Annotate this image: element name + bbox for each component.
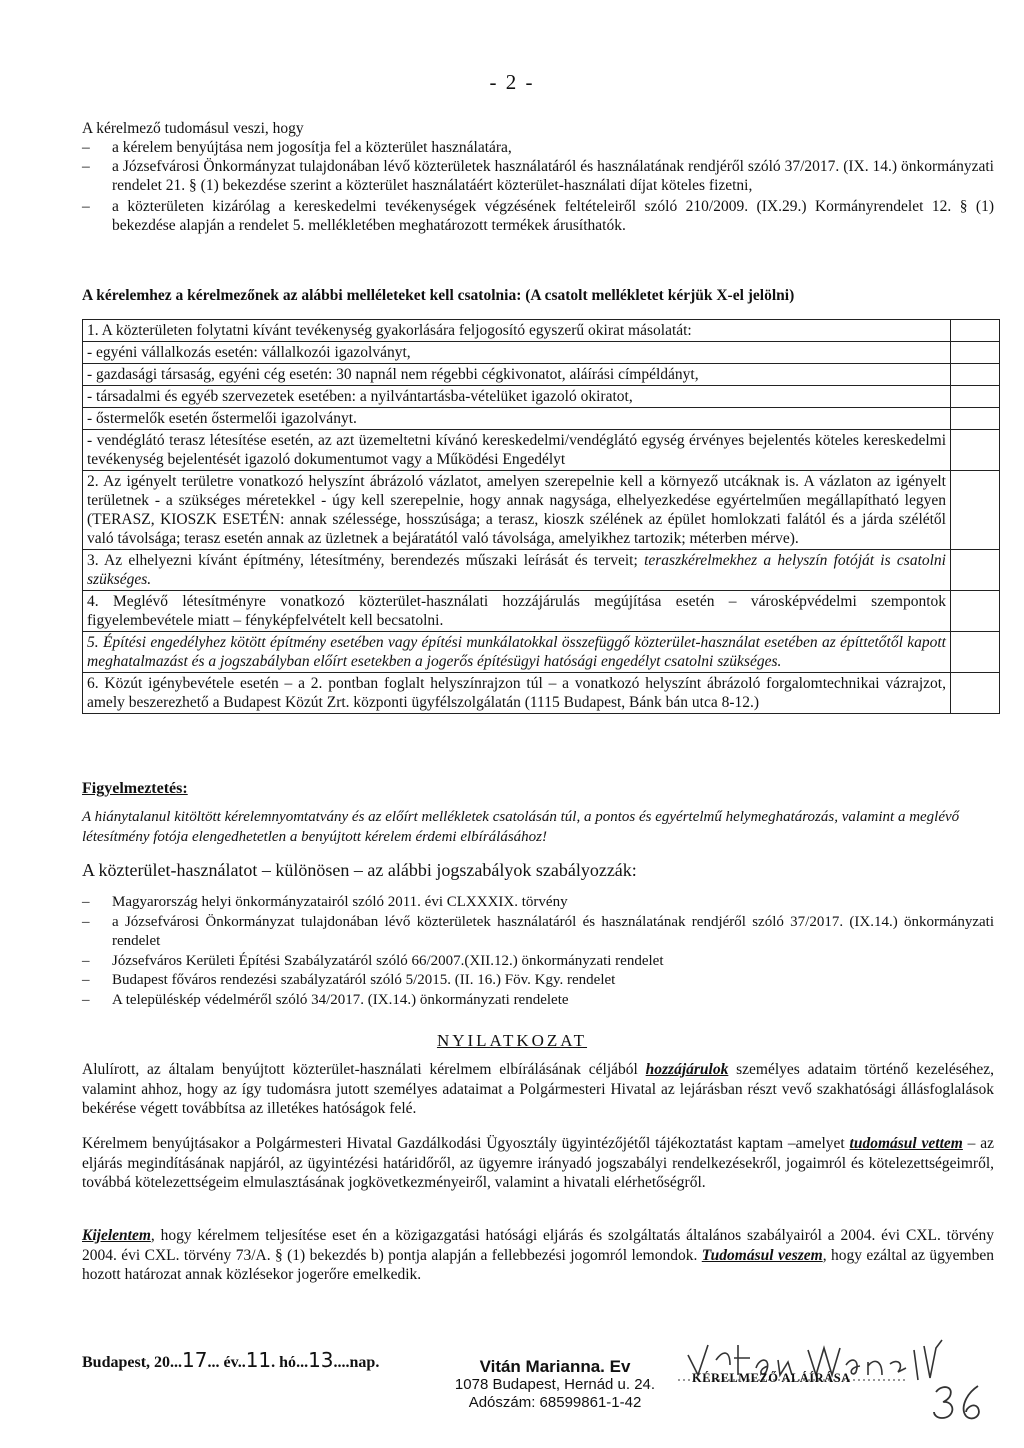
- laws-heading: A közterület-használatot – különösen – az alábbi jogszabályok szabályozzák:: [82, 860, 637, 880]
- table-row: [83, 320, 1000, 342]
- date-line: Budapest, 20...17... év..11. hó...13....nap.: [82, 1348, 380, 1372]
- attachment-text: - gazdasági társaság, egyéni cég esetén: 30 napnál nem régebbi cégkivonatot, aláírási címpéldányt,: [83, 364, 951, 386]
- laws-list: [82, 893, 994, 1010]
- intro-item: – a Józsefvárosi Önkormányzat tulajdonában lévő közterületek használatáról és használatának rendjéről szóló 37/2017. (IX. 14.) önkormányzati rendelet 21. § (1) bekezdése szerint a közterület használatáért közterület-használati díjat köteles fizetni,: [82, 158, 994, 194]
- table-row: [83, 673, 1000, 714]
- attachment-text: - őstermelők esetén őstermelői igazolványt.: [83, 408, 951, 430]
- declaration-paragraph: Kérelmem benyújtásakor a Polgármesteri Hivatal Gazdálkodási Ügyosztály ügyintézőjétől tájékoztatást kaptam –amelyet tudomásul vettem – az eljárás megindításának napjáról, az ügyintézési határidőről, az ügyemre irányadó jogszabályi rendelkezésekről, jogaimról és kötelezettségeimről, továbbá kötelezettségeim elmulasztásának jogkövetkezményeiről, valamint a hivatali elérhetőségről.: [82, 1135, 995, 1191]
- attachment-text: 3. Az elhelyezni kívánt építmény, létesítmény, berendezés műszaki leírását és terveit; teraszkérelmekhez a helyszín fotóját is csatolni szükséges.: [83, 550, 951, 591]
- attachment-text: - társadalmi és egyéb szervezetek esetében: a nyilvántartásba-vételüket igazoló okiratot,: [83, 386, 951, 408]
- table-row: [83, 591, 1000, 632]
- warning-text: A hiánytalanul kitöltött kérelemnyomtatvány és az előírt mellékletek csatolásán túl, a pontos és egyértelmű helymeghatározás, valamint a meglévő létesítmény fotója elengedhetetlen a benyújtott kérelem érdemi elbírálásához!: [82, 809, 960, 845]
- attachment-checkbox[interactable]: [951, 591, 1000, 632]
- table-row: [83, 364, 1000, 386]
- attachment-text: 5. Építési engedélyhez kötött építmény esetében vagy építési munkálatokkal összefüggő közterület-használat esetében az építtetőtől kapott meghatalmazást és a jogszabályban előírt esetekben a jogerős építésügyi hatósági engedélyt csatolni szükséges.: [83, 632, 951, 673]
- attachment-checkbox[interactable]: [951, 320, 1000, 342]
- law-item: – Józsefváros Kerületi Építési Szabályzatáról szóló 66/2007.(XII.12.) önkormányzati rendelet: [82, 952, 664, 969]
- attachment-checkbox[interactable]: [951, 386, 1000, 408]
- attachment-checkbox[interactable]: [951, 408, 1000, 430]
- law-item: – A településkép védelméről szóló 34/2017. (IX.14.) önkormányzati rendelete: [82, 991, 569, 1008]
- table-row: [83, 430, 1000, 471]
- attachment-checkbox[interactable]: [951, 471, 1000, 550]
- warning-title: Figyelmeztetés:: [82, 780, 188, 797]
- law-item: – a Józsefvárosi Önkormányzat tulajdonában lévő közterületek használatáról és használatának rendjéről szóló 37/2017. (IX.14.) önkormányzati rendelet: [82, 913, 994, 949]
- date-day: 13: [308, 1348, 334, 1372]
- attachment-checkbox[interactable]: [951, 673, 1000, 714]
- declaration-paragraph: Kijelentem, hogy kérelmem teljesítése eset én a közigazgatási hatósági eljárás és szolgáltatás általános szabályairól a 2004. évi CXL. törvény 2004. évi CXL. törvény 73/A. § (1) bekezdés b) pontja alapján a fellebbezési jogomról lemondok. Tudomásul veszem, hogy ezáltal az ügyemben hozott határozat annak közlésekor jogerőre emelkedik.: [82, 1227, 994, 1283]
- stamp-name: Vitán Marianna. Ev: [479, 1357, 631, 1376]
- attachment-text: 2. Az igényelt területre vonatkozó helyszínt ábrázoló vázlatot, amelyen szerepelnie kell a környező utcáknak is. A vázlaton az igényelt területnek - a szükséges méretekkel - úgy kell szerepelnie, hogy annak nagysága, elhelyezkedése egyértelműen megállapítható legyen (TERASZ, KIOSZK ESETÉN: annak szélessége, hosszúsága; a terasz, kioszk szélének az épület homlokzati falától és a járda szélétől való távolsága; terasz esetén annak az üzletnek a bejáratától való távolsága, amelyikhez tartozik; méterben mérve).: [83, 471, 951, 550]
- table-row: [83, 386, 1000, 408]
- law-item: – Budapest főváros rendezési szabályzatáról szóló 5/2015. (II. 16.) Föv. Kgy. rendelet: [82, 972, 616, 988]
- law-item: – Magyarország helyi önkormányzatairól szóló 2011. évi CLXXXIX. törvény: [82, 894, 568, 910]
- stamp-address: 1078 Budapest, Hernád u. 24.: [454, 1376, 656, 1393]
- intro-item: – a kérelem benyújtása nem jogosítja fel a közterület használatára,: [82, 139, 512, 156]
- date-month: 11: [245, 1348, 272, 1372]
- attachment-text: 6. Közút igénybevétele esetén – a 2. pontban foglalt helyszínrajzon túl – a vonatkozó helyszínt ábrázoló forgalomtechnikai vázrajzot, amely beszerezhető a Budapest Közút Zrt. központi ügyfélszolgálatán (1115 Budapest, Bánk bán utca 8-12.): [83, 673, 951, 714]
- attachments-heading: A kérelemhez a kérelmezőnek az alábbi melléleteket kell csatolnia: (A csatolt mellékletet kérjük X-el jelölni): [82, 287, 795, 304]
- attachment-checkbox[interactable]: [951, 430, 1000, 471]
- intro-section: [82, 119, 994, 235]
- declaration-title: NYILATKOZAT: [436, 1031, 588, 1050]
- table-row: [83, 471, 1000, 550]
- attachment-checkbox[interactable]: [951, 364, 1000, 386]
- attachments-table: [82, 319, 1000, 714]
- attachment-text: 4. Meglévő létesítményre vonatkozó közterület-használati hozzájárulás megújítása esetén – városképvédelmi szempontok figyelembevétele miatt – fényképfelvételt kell becsatolni.: [83, 591, 951, 632]
- stamp-tax-number: Adószám: 68599861-1-42: [468, 1394, 642, 1411]
- attachment-checkbox[interactable]: [951, 342, 1000, 364]
- table-row: [83, 408, 1000, 430]
- intro-lead: A kérelmező tudomásul veszi, hogy: [82, 120, 304, 137]
- signature-label: KÉRELMEZŐ ALÁÍRÁSA: [692, 1371, 851, 1385]
- table-row: [83, 550, 1000, 591]
- page-number: - 2 -: [489, 70, 535, 94]
- declaration-paragraph: Alulírott, az általam benyújtott közterület-használati kérelmem elbírálásának céljából hozzájárulok személyes adataim történő kezeléséhez, valamint ahhoz, hogy az így tudomásra jutott személyes adataimat a Polgármesteri Hivatal az lejárásban részt vevő szakhatósági állásfoglalások bekérése végett továbbítsa az illetékes hatóságok felé.: [82, 1061, 994, 1117]
- date-year: 17: [182, 1348, 208, 1372]
- attachment-text: - egyéni vállalkozás esetén: vállalkozói igazolványt,: [83, 342, 951, 364]
- attachment-checkbox[interactable]: [951, 550, 1000, 591]
- attachment-checkbox[interactable]: [951, 632, 1000, 673]
- intro-item: – a közterületen kizárólag a kereskedelmi tevékenységek végzésének feltételeiről szóló 210/2009. (IX.29.) Kormányrendelet 12. § (1) bekezdése alapján a rendelet 5. mellékletében meghatározott termékek árusíthatók.: [82, 198, 994, 234]
- table-row: [83, 342, 1000, 364]
- table-row: [83, 632, 1000, 673]
- attachment-text: - vendéglátó terasz létesítése esetén, az azt üzemeltetni kívánó kereskedelmi/vendéglátó egység érvényes bejelentés köteles kereskedelmi tevékenység bejelentését igazoló dokumentumot vagy a Működési Engedélyt: [83, 430, 951, 471]
- handwritten-page-number: [930, 1380, 990, 1425]
- attachment-text: 1. A közterületen folytatni kívánt tevékenység gyakorlására feljogosító egyszerű okirat másolatát:: [83, 320, 951, 342]
- company-stamp: [450, 1358, 660, 1412]
